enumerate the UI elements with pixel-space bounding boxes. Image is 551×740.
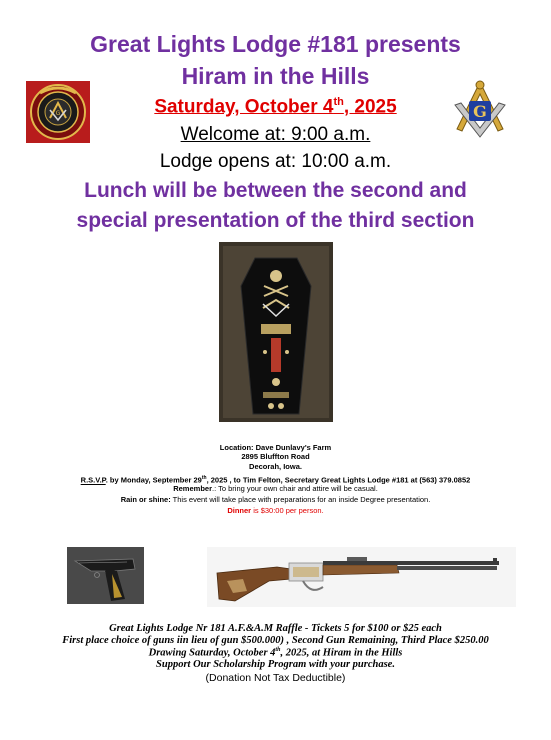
rain-label: Rain or shine: [120, 495, 171, 504]
event-date-sup: th [333, 96, 344, 108]
dinner-line [0, 506, 551, 517]
raffle-line-4: Support Our Scholarship Program with your purchase. [156, 659, 395, 670]
rsvp-label: R.S.V.P [80, 475, 106, 485]
rain-line [0, 495, 551, 506]
event-title-line-2: Hiram in the Hills [181, 63, 370, 89]
engraved-pistol-icon [67, 547, 144, 604]
location-line-2: 2895 Bluffton Road [241, 452, 310, 461]
location-line-1: Location: Dave Dunlavy's Farm [219, 443, 332, 452]
remember-text: .: To bring your own chair and attire will be casual. [212, 484, 378, 493]
square-and-compass-icon [449, 79, 511, 145]
dinner-label: Dinner [227, 506, 252, 515]
lunch-note-line-1: Lunch will be between the second and [84, 179, 467, 202]
lodge-opens-time: Lodge opens at: 10:00 a.m. [159, 151, 392, 172]
raffle-line-3-a: Drawing Saturday, October 4 [148, 647, 276, 659]
dinner-text: is $30:00 per person. [251, 506, 324, 515]
remember-label: Remember [173, 484, 212, 493]
svg-text:G: G [55, 110, 61, 117]
welcome-time: Welcome at: 9:00 a.m. [180, 124, 371, 145]
masonic-coffin-icon [219, 242, 333, 422]
rain-text: This event will take place with preparations for an inside Degree presentation. [170, 495, 431, 504]
raffle-line-3-b: , 2025, at Hiram in the Hills [280, 647, 403, 659]
raffle-line-3 [0, 647, 551, 659]
event-date-suffix: , 2025 [343, 96, 397, 118]
raffle-line-2: First place choice of guns iin lieu of gun $500.000) , Second Gun Remaining, Third Place $250.00 [62, 635, 489, 646]
raffle-line-5: (Donation Not Tax Deductible) [205, 672, 346, 684]
event-title-line-1: Great Lights Lodge #181 presents [90, 31, 461, 57]
rsvp-text-a: . by Monday, September 29 [105, 475, 202, 485]
raffle-line-1: Great Lights Lodge Nr 181 A.F.&A.M Raffle - Tickets 5 for $100 or $25 each [109, 623, 442, 634]
location-line-3: Decorah, Iowa. [249, 462, 302, 471]
masonic-seal-icon [26, 81, 90, 143]
event-date-prefix: Saturday, October 4 [154, 96, 334, 118]
lunch-note-line-2: special presentation of the third section [76, 209, 475, 232]
rsvp-text-b: , 2025 , to Tim Felton, Secretary Great Lights Lodge #181 at (563) 379.0852 [206, 475, 471, 485]
svg-text:G: G [473, 102, 487, 121]
raffle-line-3-sup: th [275, 647, 281, 653]
remember-line [0, 484, 551, 495]
rsvp-sup: th [201, 475, 207, 481]
lever-action-rifle-icon [207, 547, 516, 607]
